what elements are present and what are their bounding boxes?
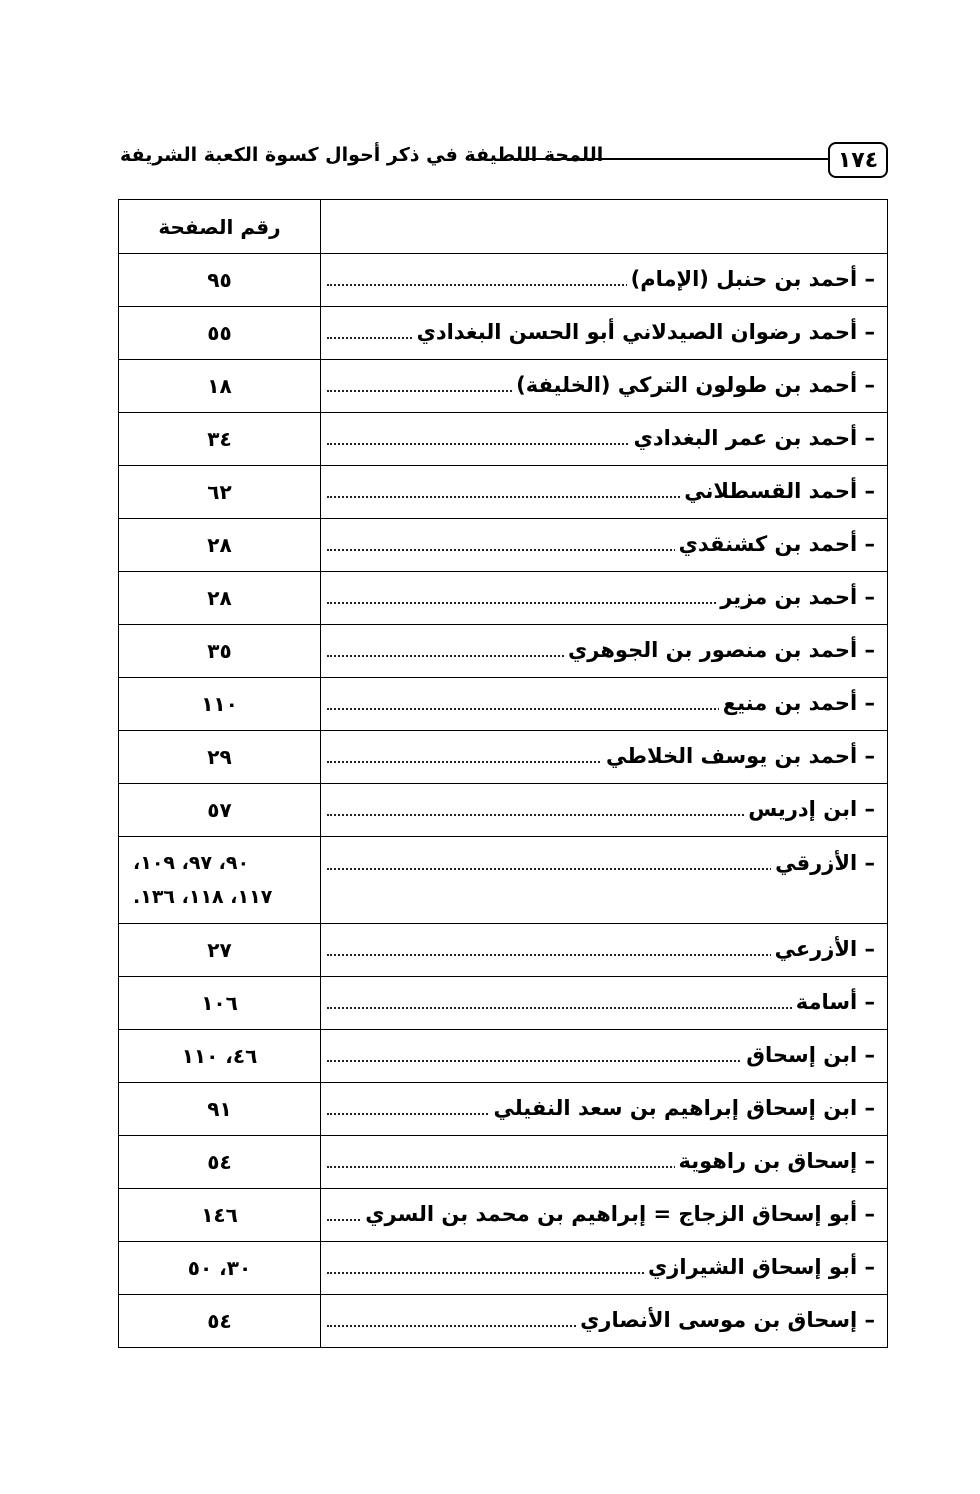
- page-cell: ٥٤: [119, 1136, 321, 1189]
- page-cell: ٩٥: [119, 254, 321, 307]
- entry-name: – ابن إسحاق إبراهيم بن سعد النفيلي: [489, 1096, 875, 1120]
- table-row: [119, 572, 888, 625]
- entry-name: – أحمد رضوان الصيدلاني أبو الحسن البغدادي: [413, 320, 875, 344]
- name-cell: [321, 625, 888, 678]
- entry-name: – أحمد بن حنبل (الإمام): [627, 267, 875, 291]
- entry-name: – أسامة: [792, 990, 875, 1014]
- entry-name: – إسحاق بن موسى الأنصاري: [576, 1308, 875, 1332]
- table-row: [119, 360, 888, 413]
- table-row: [119, 625, 888, 678]
- page-cell: ٢٨: [119, 572, 321, 625]
- page-cell: ١١٠: [119, 678, 321, 731]
- page-cell: ٣٤: [119, 413, 321, 466]
- table-row: [119, 1189, 888, 1242]
- page-cell: ٤٦، ١١٠: [119, 1030, 321, 1083]
- name-cell: [321, 360, 888, 413]
- name-cell: [321, 1242, 888, 1295]
- table-row: [119, 1136, 888, 1189]
- page-cell: ٣٠، ٥٠: [119, 1242, 321, 1295]
- page-cell: ١٠٦: [119, 977, 321, 1030]
- table-row: [119, 307, 888, 360]
- entry-name: – الأزرعي: [771, 937, 875, 961]
- table-row: [119, 1030, 888, 1083]
- name-cell: [321, 837, 888, 924]
- name-cell: [321, 784, 888, 837]
- name-cell: [321, 1136, 888, 1189]
- name-cell: [321, 924, 888, 977]
- name-cell: [321, 977, 888, 1030]
- entry-name: – أحمد بن كشنقدي: [675, 532, 875, 556]
- page-line: ٩٠، ٩٧، ١٠٩،: [133, 852, 250, 874]
- entry-name: – أحمد بن مزير: [716, 585, 875, 609]
- name-cell: [321, 413, 888, 466]
- table-row: [119, 924, 888, 977]
- name-cell: [321, 254, 888, 307]
- table-row: [119, 1083, 888, 1136]
- table-row: [119, 1295, 888, 1348]
- page-number: ١٧٤: [828, 142, 888, 178]
- table-row: [119, 837, 888, 924]
- page-line: ١١٧، ١١٨، ١٣٦.: [133, 886, 273, 908]
- name-cell: [321, 519, 888, 572]
- page-cell: ٥٧: [119, 784, 321, 837]
- entry-name: – أحمد بن منصور بن الجوهري: [564, 638, 875, 662]
- entry-name: – ابن إدريس: [744, 797, 875, 821]
- table-row: [119, 413, 888, 466]
- table-row: [119, 466, 888, 519]
- page-cell: ٦٢: [119, 466, 321, 519]
- name-cell: [321, 1295, 888, 1348]
- name-cell: [321, 1189, 888, 1242]
- page-cell: ٢٩: [119, 731, 321, 784]
- page-cell: ١٤٦: [119, 1189, 321, 1242]
- table-row: [119, 731, 888, 784]
- page-cell: ٥٥: [119, 307, 321, 360]
- name-cell: [321, 678, 888, 731]
- index-table: [118, 199, 888, 1348]
- entry-name: – أحمد بن منيع: [719, 691, 875, 715]
- name-cell: [321, 466, 888, 519]
- entry-name: – أبو إسحاق الشيرازي: [644, 1255, 875, 1279]
- table-row: [119, 977, 888, 1030]
- entry-name: – أحمد القسطلاني: [680, 479, 875, 503]
- page-column-header: رقم الصفحة: [119, 200, 321, 254]
- page-cell: ١٨: [119, 360, 321, 413]
- table-row: [119, 1242, 888, 1295]
- name-column-header: [321, 200, 888, 254]
- page-cell: ٥٤: [119, 1295, 321, 1348]
- page-cell: ٩١: [119, 1083, 321, 1136]
- entry-name: – أبو إسحاق الزجاج = إبراهيم بن محمد بن السري: [361, 1202, 875, 1226]
- table-row: [119, 519, 888, 572]
- table-row: [119, 678, 888, 731]
- page-cell: ٢٨: [119, 519, 321, 572]
- entry-name: – الأزرقي: [771, 851, 875, 875]
- entry-name: – ابن إسحاق: [742, 1043, 875, 1067]
- page-cell: ٣٥: [119, 625, 321, 678]
- entry-name: – أحمد بن طولون التركي (الخليفة): [512, 373, 875, 397]
- table-row: [119, 784, 888, 837]
- name-cell: [321, 572, 888, 625]
- page-cell: ٢٧: [119, 924, 321, 977]
- entry-name: – أحمد بن عمر البغدادي: [630, 426, 875, 450]
- name-cell: [321, 1030, 888, 1083]
- entry-name: – إسحاق بن راهوية: [675, 1149, 876, 1173]
- page-header: [118, 138, 888, 184]
- table-header-row: [119, 200, 888, 254]
- name-cell: [321, 731, 888, 784]
- book-title: اللمحة اللطيفة في ذكر أحوال كسوة الكعبة الشريفة: [120, 144, 604, 166]
- name-cell: [321, 1083, 888, 1136]
- table-row: [119, 254, 888, 307]
- name-cell: [321, 307, 888, 360]
- entry-name: – أحمد بن يوسف الخلاطي: [602, 744, 875, 768]
- page-cell: [119, 837, 321, 924]
